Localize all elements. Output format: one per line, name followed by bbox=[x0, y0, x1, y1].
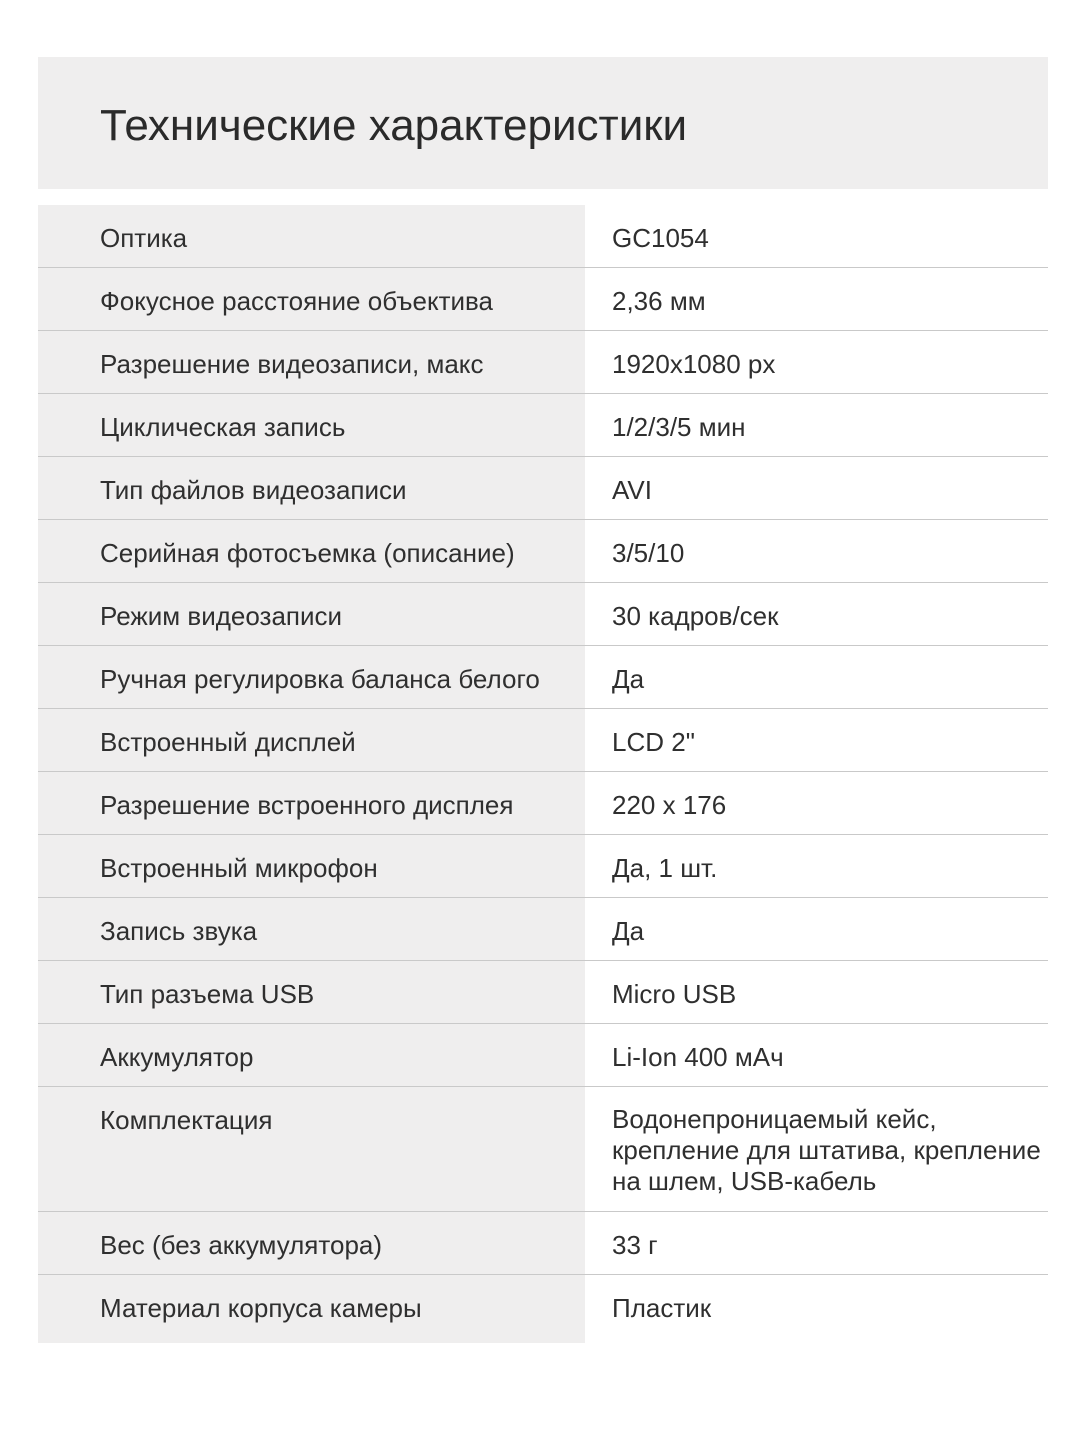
spec-label: Ручная регулировка баланса белого bbox=[38, 646, 585, 708]
spec-value-line: на шлем, USB-кабель bbox=[612, 1166, 877, 1196]
spec-label: Оптика bbox=[38, 205, 585, 267]
spec-value: Да, 1 шт. bbox=[612, 853, 718, 883]
spec-value: 220 x 176 bbox=[612, 790, 727, 820]
spec-label: Циклическая запись bbox=[38, 394, 585, 456]
spec-label: Аккумулятор bbox=[38, 1024, 585, 1086]
spec-label: Вес (без аккумулятора) bbox=[38, 1212, 585, 1274]
spec-value: Li-Ion 400 мАч bbox=[612, 1042, 784, 1072]
spec-row-display-resolution bbox=[38, 772, 1048, 835]
spec-label: Разрешение встроенного дисплея bbox=[38, 772, 585, 834]
spec-value: AVI bbox=[612, 475, 652, 505]
specs-table bbox=[38, 205, 1048, 1343]
spec-row-battery bbox=[38, 1024, 1048, 1087]
spec-value-line: Водонепроницаемый кейс, bbox=[612, 1104, 937, 1134]
spec-label: Встроенный дисплей bbox=[38, 709, 585, 771]
spec-row-body-material bbox=[38, 1275, 1048, 1343]
spec-row-focal-length bbox=[38, 268, 1048, 331]
spec-row-optics bbox=[38, 205, 1048, 268]
spec-value: LCD 2" bbox=[612, 727, 695, 757]
spec-row-loop-recording bbox=[38, 394, 1048, 457]
spec-label: Фокусное расстояние объектива bbox=[38, 268, 585, 330]
spec-value: 2,36 мм bbox=[612, 286, 706, 316]
spec-value: 30 кадров/сек bbox=[612, 601, 779, 631]
spec-value bbox=[585, 1087, 1048, 1211]
spec-label: Запись звука bbox=[38, 898, 585, 960]
spec-label: Серийная фотосъемка (описание) bbox=[38, 520, 585, 582]
spec-value: Пластик bbox=[612, 1293, 712, 1323]
spec-row-file-type bbox=[38, 457, 1048, 520]
spec-row-video-mode bbox=[38, 583, 1048, 646]
spec-label: Комплектация bbox=[38, 1087, 585, 1211]
spec-row-usb-type bbox=[38, 961, 1048, 1024]
page-title: Технические характеристики bbox=[100, 101, 688, 150]
spec-label: Тип разъема USB bbox=[38, 961, 585, 1023]
spec-value: Да bbox=[612, 916, 645, 946]
spec-label: Тип файлов видеозаписи bbox=[38, 457, 585, 519]
spec-label: Материал корпуса камеры bbox=[38, 1275, 585, 1343]
spec-row-burst-photo bbox=[38, 520, 1048, 583]
spec-row-package-contents bbox=[38, 1087, 1048, 1212]
spec-row-audio-recording bbox=[38, 898, 1048, 961]
spec-value-line: крепление для штатива, крепление bbox=[612, 1135, 1041, 1165]
spec-label: Встроенный микрофон bbox=[38, 835, 585, 897]
spec-value: 1/2/3/5 мин bbox=[612, 412, 746, 442]
spec-label: Разрешение видеозаписи, макс bbox=[38, 331, 585, 393]
specs-header bbox=[38, 57, 1048, 189]
spec-value: GC1054 bbox=[612, 223, 709, 253]
spec-row-video-resolution bbox=[38, 331, 1048, 394]
spec-value: Micro USB bbox=[612, 979, 737, 1009]
spec-value: Да bbox=[612, 664, 645, 694]
spec-value: 3/5/10 bbox=[612, 538, 685, 568]
spec-row-microphone bbox=[38, 835, 1048, 898]
spec-row-weight bbox=[38, 1212, 1048, 1275]
spec-value: 1920x1080 px bbox=[612, 349, 776, 379]
spec-row-white-balance bbox=[38, 646, 1048, 709]
spec-value: 33 г bbox=[612, 1230, 658, 1260]
spec-label: Режим видеозаписи bbox=[38, 583, 585, 645]
spec-row-display bbox=[38, 709, 1048, 772]
